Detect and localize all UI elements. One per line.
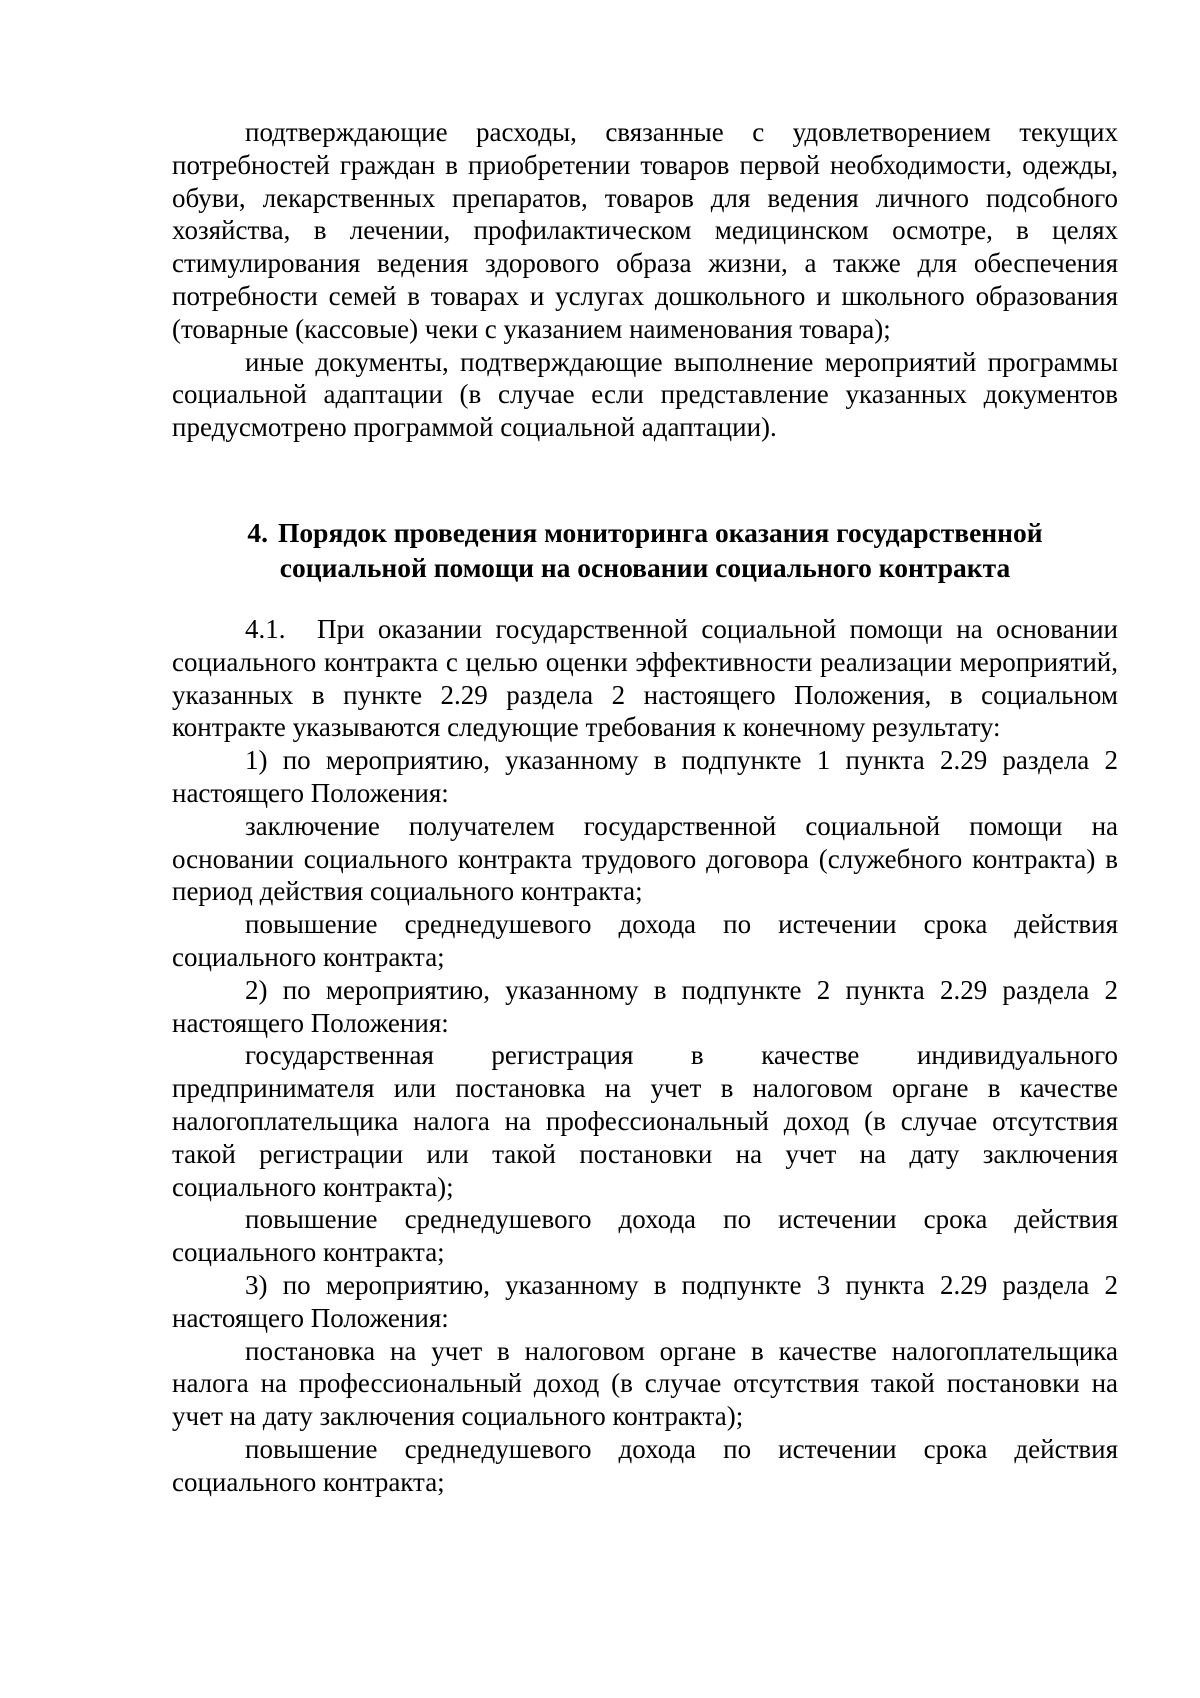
paragraph-other-documents: иные документы, подтверждающие выполнение мероприятий программы социальной адаптации (в случае если представление указанных документов предусмотрено программой социальной адаптации). (172, 346, 1118, 443)
item-2-result-a: государственная регистрация в качестве индивидуального предпринимателя или постановка на учет в налоговом органе в качестве налогоплательщика налога на профессиональный доход (в случае отсутствия такой регистрации или такой постановки на учет на дату заключения социального контракта); (172, 1040, 1118, 1202)
section-number: 4. (247, 516, 269, 548)
section-heading (172, 515, 1118, 585)
item-2-heading: 2) по мероприятию, указанному в подпункте 2 пункта 2.29 раздела 2 настоящего Положения: (172, 974, 1118, 1038)
item-3-result-b: повышение среднедушевого дохода по истечении срока действия социального контракта; (172, 1433, 1118, 1497)
section-title-line1: Порядок проведения мониторинга оказания государственной (278, 516, 1043, 548)
item-3-heading: 3) по мероприятию, указанному в подпункте 3 пункта 2.29 раздела 2 настоящего Положения: (172, 1269, 1118, 1333)
document-page (172, 116, 1118, 1498)
clause-text: При оказании государственной социальной помощи на основании социального контракта с целью оценки эффективности реализации мероприятий, указанных в пункте 2.29 раздела 2 настоящего Положения, в социальном контракте указываются следующие требования к конечному результату: (172, 613, 1118, 743)
clause-4-1 (172, 613, 1118, 744)
section-spacer (172, 585, 1118, 613)
item-2-result-b: повышение среднедушевого дохода по истечении срока действия социального контракта; (172, 1204, 1118, 1268)
section-heading-line1 (172, 515, 1118, 550)
clause-number: 4.1. (245, 613, 286, 644)
item-1-heading: 1) по мероприятию, указанному в подпункте 1 пункта 2.29 раздела 2 настоящего Положения: (172, 745, 1118, 808)
item-3-result-a: постановка на учет в налоговом органе в качестве налогоплательщика налога на профессиональный доход (в случае отсутствия такой постановки на учет на дату заключения социального контракта); (172, 1335, 1118, 1432)
item-1-result-b: повышение среднедушевого дохода по истечении срока действия социального контракта; (172, 909, 1118, 972)
section-title-line2: социальной помощи на основании социального контракта (279, 551, 1011, 583)
paragraph-supporting-expenses: подтверждающие расходы, связанные с удовлетворением текущих потребностей граждан в приобретении товаров первой необходимости, одежды, обуви, лекарственных препаратов, товаров для ведения личного подсобного хозяйства, в лечении, профилактическом медицинском осмотре, в целях стимулирования ведения здорового образа жизни, а также для обеспечения потребности семей в товарах и услугах дошкольного и школьного образования (товарные (кассовые) чеки с указанием наименования товара); (172, 117, 1118, 344)
item-1-result-a: заключение получателем государственной социальной помощи на основании социального контракта трудового договора (служебного контракта) в период действия социального контракта; (172, 810, 1118, 907)
